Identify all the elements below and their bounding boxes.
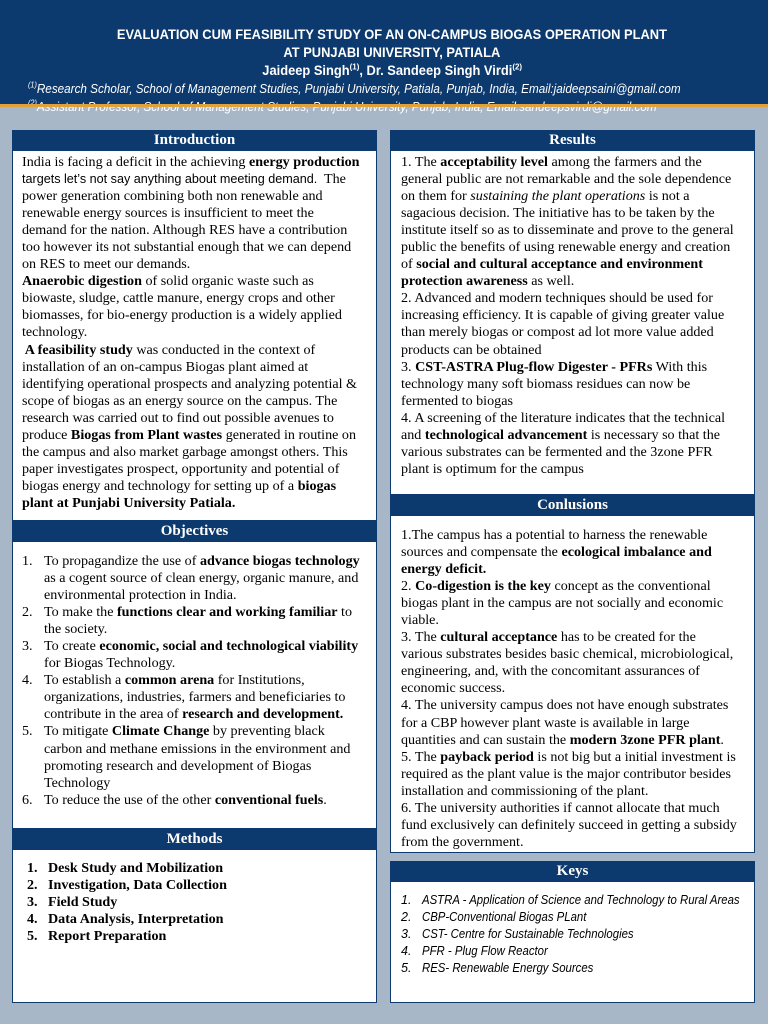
bold-text: A feasibility study — [22, 341, 133, 358]
bold-text: biogas — [297, 477, 337, 494]
text-run: generated in routine on — [222, 426, 357, 443]
key-item — [401, 943, 754, 960]
text-run: Technology — [44, 774, 111, 791]
text-run: contribute in the area of — [44, 706, 183, 723]
key-definition: ASTRA - Application of Science and Technology to Rural Areas — [422, 893, 740, 907]
bold-text: economic, social and technological viability — [99, 638, 359, 655]
text-run: increasing efficiency. It is capable of giving greater value — [401, 307, 725, 324]
text-run: biowaste, sludge, cattle manure, energy crops and other — [22, 290, 335, 307]
text-run: , Dr. Sandeep Singh Virdi — [358, 62, 512, 78]
text-line — [22, 461, 376, 478]
text-line — [401, 205, 754, 222]
text-line — [44, 587, 376, 604]
text-run: viable. — [401, 612, 439, 629]
text-line — [44, 638, 376, 655]
text-run: various substrates besides basic chemical, microbiological, — [401, 646, 734, 663]
text-line — [22, 410, 376, 427]
text-run: . — [323, 791, 327, 808]
section-heading: Conlusions — [390, 495, 755, 516]
text-run: has to be created for the — [557, 629, 696, 646]
bold-text: ecological imbalance and — [561, 544, 712, 561]
text-line — [401, 222, 754, 239]
text-run: carbon and methane emissions in the environment and — [44, 740, 351, 757]
bold-text: research and development. — [182, 706, 344, 723]
bold-text: protection awareness — [401, 273, 528, 290]
key-definition: CBP-Conventional Biogas PLant — [422, 910, 587, 924]
text-run: identifying operational prospects and analyzing potential & — [22, 375, 358, 392]
key-item — [401, 960, 754, 977]
item-number: 6. — [22, 791, 33, 808]
text-run: sagacious decision. The initiative has to be taken by the — [401, 205, 715, 222]
text-run: of solid organic waste such as — [141, 273, 314, 290]
text-run: biogas plant in the campus are not socially and economic — [401, 595, 724, 612]
text-run: fermented to biogas — [401, 392, 513, 409]
objective-text — [44, 723, 376, 791]
text-run: 1.The campus has a potential to harness the renewable — [401, 527, 708, 543]
text-line — [44, 758, 376, 775]
objective-text — [44, 638, 376, 672]
text-line — [22, 239, 376, 256]
text-line — [401, 561, 754, 578]
methods-section — [12, 829, 377, 1003]
text-run: To establish a — [44, 672, 125, 689]
objective-item — [22, 604, 376, 638]
text-line — [401, 817, 754, 834]
objective-text — [44, 604, 376, 638]
text-run: Jaideep Singh — [261, 62, 350, 78]
text-line — [401, 393, 754, 410]
text-line — [401, 749, 754, 766]
section-heading: Results — [390, 130, 755, 151]
text-line — [22, 342, 376, 359]
text-run: is necessary so that the — [587, 426, 721, 443]
text-line — [44, 604, 376, 621]
text-run: from the government. — [401, 833, 524, 850]
text-run: environmental protection in India. — [44, 587, 237, 604]
text-line — [22, 171, 376, 188]
text-line — [401, 715, 754, 732]
item-number: 3. — [22, 638, 33, 655]
text-run: technology. — [22, 324, 88, 341]
text-line — [22, 273, 376, 290]
text-line — [401, 544, 754, 561]
text-line — [401, 376, 754, 393]
conclusions-section — [390, 495, 755, 853]
introduction-section — [12, 130, 377, 521]
bold-text: plant at Punjabi University Patiala. — [22, 494, 236, 511]
text-run: biomasses, for bio-energy production is a widely applied — [22, 307, 342, 324]
method-item — [27, 911, 376, 928]
text-line — [22, 256, 376, 273]
objective-text — [44, 792, 376, 809]
item-number: 5. — [22, 723, 33, 740]
text-run: scope of biogas as an energy source on the campus. The — [22, 392, 338, 409]
text-run: public the benefits of using renewable energy and creation — [401, 239, 731, 256]
section-heading: Methods — [12, 829, 377, 850]
bold-text: payback period — [440, 748, 534, 765]
superscript: (1) — [349, 61, 359, 72]
bold-text: acceptability level — [440, 154, 548, 170]
bold-text: modern 3zone PFR plant — [569, 731, 721, 748]
objective-item — [22, 553, 376, 604]
bold-text: Co-digestion is the key — [415, 578, 551, 595]
keys-list — [390, 882, 755, 1003]
text-run: general public are not remarkable and the sole dependence — [401, 171, 732, 188]
text-run: as well. — [527, 273, 575, 290]
key-definition: PFR - Plug Flow Reactor — [422, 944, 548, 958]
text-line — [401, 834, 754, 851]
text-line — [22, 478, 376, 495]
item-number: 3. — [27, 894, 38, 910]
conclusions-body — [390, 516, 755, 853]
text-line — [22, 205, 376, 222]
text-line — [22, 495, 376, 512]
superscript: (2) — [511, 61, 522, 72]
text-line — [401, 273, 754, 290]
text-run: 2. — [401, 578, 416, 595]
keys-section — [390, 861, 755, 1003]
text-line — [401, 154, 754, 171]
item-number: 2. — [27, 877, 38, 893]
text-run: of — [401, 256, 417, 273]
text-line — [22, 307, 376, 324]
text-run: To make the — [44, 604, 117, 621]
text-line — [22, 359, 376, 376]
method-label: Investigation, Data Collection — [48, 877, 227, 893]
affiliation-2 — [0, 80, 768, 98]
objectives-list — [12, 542, 377, 829]
results-body — [390, 151, 755, 495]
text-run: installation and commissioning of the plant. — [401, 782, 649, 799]
key-definition: CST- Centre for Sustainable Technologies — [422, 927, 634, 941]
text-line — [22, 324, 376, 341]
text-line — [401, 663, 754, 680]
authors-line — [0, 43, 768, 78]
bold-text: CST-ASTRA Plug-flow Digester - PFRs — [415, 358, 653, 375]
key-item — [401, 926, 754, 943]
text-line — [44, 689, 376, 706]
introduction-body — [12, 151, 377, 521]
header-accent-line — [0, 104, 768, 107]
text-run: 6. The university authorities if cannot allocate that much — [401, 799, 720, 816]
item-number: 2. — [401, 910, 412, 924]
text-run: for Institutions, — [214, 672, 305, 689]
sans-text: targets let’s not say anything about meeting demand. — [22, 172, 318, 187]
objective-item — [22, 792, 376, 809]
item-number: 5. — [27, 928, 38, 944]
text-run: plant is optimum for the campus — [401, 460, 584, 477]
text-run: economic success. — [401, 680, 506, 697]
text-line — [401, 783, 754, 800]
text-run: organizations, industries, farmers and beneficiaries to — [44, 689, 346, 706]
text-line — [22, 376, 376, 393]
text-line — [401, 359, 754, 376]
text-run: on RES to meet our demands. — [22, 256, 191, 273]
text-run: the society. — [44, 621, 108, 638]
text-run: 2. Advanced and modern techniques should be used for — [401, 290, 713, 307]
text-run: to — [337, 604, 353, 621]
text-run: among the farmers and the — [547, 154, 702, 170]
text-run: paper investigates prospect, opportunity and potential of — [22, 460, 340, 477]
text-run: and — [401, 426, 425, 443]
text-run: Research Scholar, School of Management Studies, Punjabi University, Patiala, Punjab, India, Email:jaideepsaini@gmail.com — [37, 81, 682, 96]
text-line — [44, 723, 376, 740]
text-run: for Biogas Technology. — [44, 655, 176, 672]
method-label: Desk Study and Mobilization — [48, 860, 224, 876]
text-run: too however its not substantial enough that we can depend — [22, 239, 352, 256]
title-text: EVALUATION CUM FEASIBILITY STUDY OF AN ON-CAMPUS BIOGAS OPERATION PLANT — [116, 26, 667, 42]
objective-item — [22, 723, 376, 791]
text-run: fund exclusively can definitely succeed in getting a subsidy — [401, 816, 737, 833]
text-run: 4. The university campus does not have enough substrates — [401, 697, 729, 714]
text-line — [44, 792, 376, 809]
text-line — [401, 324, 754, 341]
text-run: as a cogent source of clean energy, organic manure, and — [44, 570, 359, 587]
text-line — [401, 290, 754, 307]
bold-text: advance biogas technology — [199, 553, 360, 569]
objective-item — [22, 638, 376, 672]
method-label: Data Analysis, Interpretation — [48, 911, 224, 927]
text-run: To propagandize the use of — [44, 553, 200, 569]
text-run: The — [317, 171, 346, 188]
text-line — [401, 256, 754, 273]
text-run: technology many soft biomass residues can now be — [401, 375, 691, 392]
text-line — [22, 290, 376, 307]
text-run: was conducted in the context of — [132, 341, 316, 358]
section-heading: Objectives — [12, 521, 377, 542]
method-item — [27, 928, 376, 945]
text-line — [401, 461, 754, 478]
text-run: than merely biogas or compost ad lot more value added — [401, 324, 714, 341]
poster-header — [0, 0, 768, 104]
text-run: With this — [652, 358, 708, 375]
text-line — [401, 239, 754, 256]
bold-text: functions clear and working familiar — [116, 604, 338, 621]
text-line — [44, 553, 376, 570]
text-line — [22, 222, 376, 239]
bold-text: Anaerobic digestion — [22, 273, 142, 290]
text-line — [401, 188, 754, 205]
superscript: (1) — [28, 80, 38, 90]
text-line — [401, 732, 754, 749]
text-run: is not a — [645, 188, 690, 205]
text-line — [44, 672, 376, 689]
text-run: for a CBP however plant waste is available in large — [401, 714, 690, 731]
text-run: produce — [22, 426, 71, 443]
text-line — [22, 188, 376, 205]
results-section — [390, 130, 755, 495]
text-run: demand for the nation. Although RES have a contribution — [22, 222, 348, 239]
text-line — [401, 800, 754, 817]
text-run: power generation combining both non renewable and — [22, 188, 323, 205]
item-number: 2. — [22, 604, 33, 621]
text-run: 4. A screening of the literature indicates that the technical — [401, 409, 726, 426]
affiliation-1 — [0, 62, 768, 96]
text-run: engineering, and, with the concomitant assurances of — [401, 663, 701, 680]
objective-text — [44, 553, 376, 604]
text-run: . — [720, 731, 724, 748]
text-run: concept as the conventional — [550, 578, 711, 595]
text-line — [401, 697, 754, 714]
bold-text: common arena — [124, 672, 215, 689]
bold-text: energy deficit. — [401, 561, 487, 578]
italic-text: sustaining the plant operations — [470, 188, 646, 205]
item-number: 5. — [401, 961, 412, 975]
text-line — [44, 621, 376, 638]
key-item — [401, 909, 754, 926]
text-run: 5. The — [401, 748, 441, 765]
text-line — [401, 680, 754, 697]
text-run: To create — [44, 638, 100, 655]
method-item — [27, 894, 376, 911]
text-run: is not big but a initial investment is — [533, 748, 736, 765]
bold-text: technological advancement — [424, 426, 588, 443]
text-run: 1. The — [401, 154, 441, 170]
text-line — [401, 171, 754, 188]
method-item — [27, 877, 376, 894]
text-run: quantities and can sustain the — [401, 731, 570, 748]
item-number: 4. — [401, 944, 412, 958]
text-line — [401, 766, 754, 783]
bold-text: energy production — [248, 154, 360, 170]
text-run: India is facing a deficit in the achieving — [22, 154, 249, 170]
text-line — [44, 741, 376, 758]
text-run: various substrates can be fermented and the 3zone PFR — [401, 443, 713, 460]
objectives-section — [12, 521, 377, 829]
bold-text: social and cultural acceptance and environment — [416, 256, 703, 273]
bold-text: cultural acceptance — [440, 629, 558, 646]
text-run: promoting research and development of Biogas — [44, 757, 312, 774]
method-label: Field Study — [48, 894, 118, 910]
text-line — [401, 527, 754, 544]
text-line — [401, 612, 754, 629]
key-item — [401, 892, 754, 909]
objective-item — [22, 672, 376, 723]
text-line — [22, 393, 376, 410]
text-run: 3. — [401, 358, 416, 375]
text-run: renewable energy sources is insufficient to meet the — [22, 205, 314, 222]
section-heading: Introduction — [12, 130, 377, 151]
text-line — [401, 629, 754, 646]
item-number: 4. — [27, 911, 38, 927]
item-number: 4. — [22, 672, 33, 689]
text-line — [401, 595, 754, 612]
text-line — [401, 342, 754, 359]
method-item — [27, 860, 376, 877]
text-run: To mitigate — [44, 723, 112, 740]
text-run: the campus and also market garbage amongst others. This — [22, 443, 348, 460]
title-line-1 — [0, 7, 768, 42]
text-run: institute itself so as to disseminate and prove to the general — [401, 222, 734, 239]
text-line — [44, 706, 376, 723]
item-number: 1. — [27, 860, 38, 876]
text-run: biogas energy and technology for setting up of a — [22, 477, 298, 494]
text-line — [401, 578, 754, 595]
bold-text: Climate Change — [111, 723, 210, 740]
text-line — [22, 154, 376, 171]
text-run: research was carried out to find out possible avenues to — [22, 409, 334, 426]
item-number: 3. — [401, 927, 412, 941]
section-heading: Keys — [390, 861, 755, 882]
title-line-2 — [0, 25, 768, 60]
method-label: Report Preparation — [48, 928, 167, 944]
text-line — [401, 444, 754, 461]
text-line — [401, 427, 754, 444]
objective-text — [44, 672, 376, 723]
text-run: by preventing black — [209, 723, 325, 740]
item-number: 1. — [22, 553, 33, 569]
text-line — [22, 427, 376, 444]
affiliation-text — [28, 98, 657, 116]
text-run: installation of an on-campus Biogas plant aimed at — [22, 358, 309, 375]
text-run: on them for — [401, 188, 471, 205]
text-run: sources and compensate the — [401, 544, 562, 561]
text-run: products can be obtained — [401, 341, 542, 358]
key-definition: RES- Renewable Energy Sources — [422, 961, 594, 975]
text-run: required as the plant value is the major contributor besides — [401, 765, 731, 782]
text-line — [22, 444, 376, 461]
title-text: AT PUNJABI UNIVERSITY, PATIALA — [283, 44, 501, 60]
text-run: 3. The — [401, 629, 441, 646]
text-run: To reduce the use of the other — [44, 791, 215, 808]
text-line — [44, 775, 376, 792]
bold-text: conventional fuels — [214, 791, 324, 808]
methods-list — [12, 850, 377, 1003]
text-line — [44, 570, 376, 587]
text-line — [401, 410, 754, 427]
text-line — [44, 655, 376, 672]
text-line — [401, 307, 754, 324]
text-line — [401, 646, 754, 663]
item-number: 1. — [401, 893, 412, 907]
bold-text: Biogas from Plant wastes — [70, 426, 223, 443]
